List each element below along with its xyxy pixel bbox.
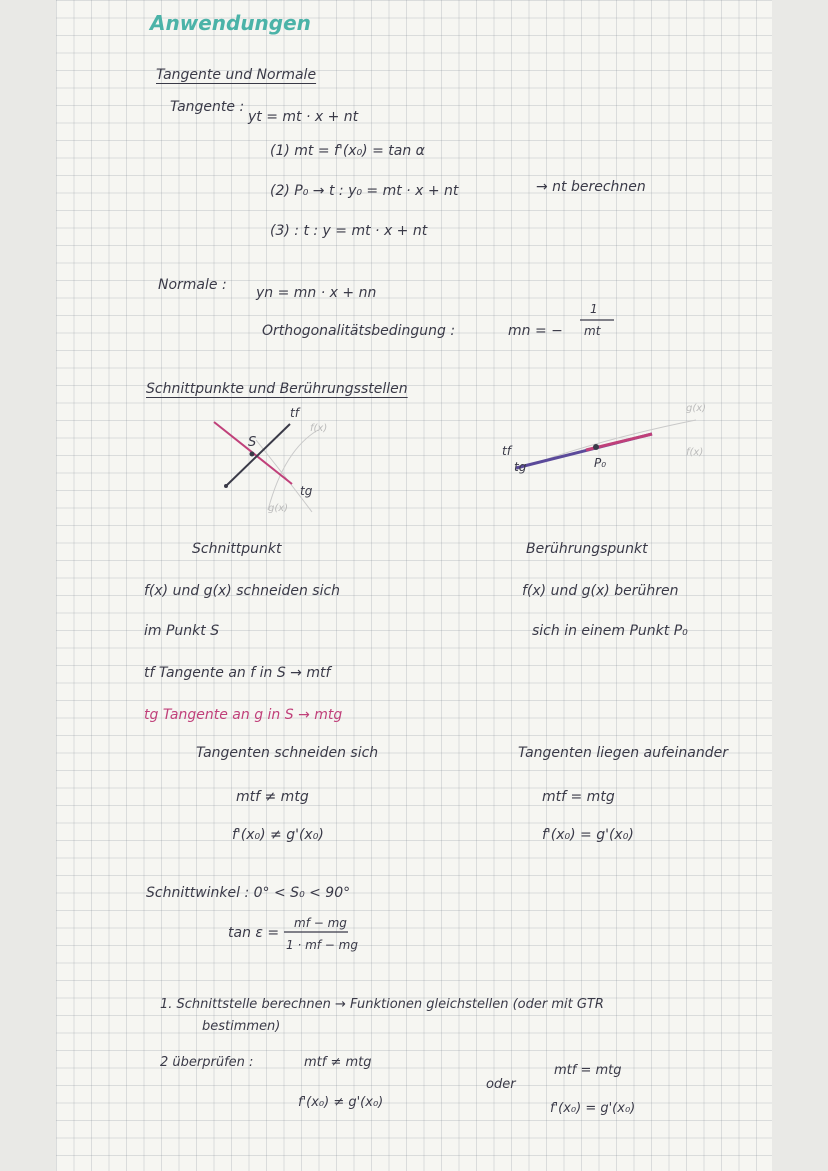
notebook-page bbox=[56, 0, 772, 1171]
step-3: (3) : t : y = mt · x + nt bbox=[270, 223, 428, 239]
left-sketch-tg: tg bbox=[300, 484, 313, 498]
left-sketch-fx: f(x) bbox=[310, 423, 328, 434]
step-2-note: → nt berechnen bbox=[536, 179, 646, 195]
steps-line-2-label: 2 überprüfen : bbox=[160, 1055, 254, 1070]
tangente-equation: yt = mt · x + nt bbox=[248, 109, 359, 125]
left-sketch-tf: tf bbox=[290, 406, 299, 420]
right-sketch-tf: tf bbox=[502, 444, 511, 458]
normale-equation: yn = mn · x + nn bbox=[256, 285, 377, 301]
left-line-1: f(x) und g(x) schneiden sich bbox=[144, 583, 341, 599]
tan-numerator: mf − mg bbox=[294, 916, 347, 930]
heading-tangente-normale: Tangente und Normale bbox=[156, 67, 317, 83]
right-line-5: Tangenten liegen aufeinander bbox=[518, 745, 729, 761]
heading-schnittpunkte: Schnittpunkte und Berührungsstellen bbox=[146, 381, 408, 397]
right-sketch-p0: P₀ bbox=[594, 456, 607, 470]
steps-right-2: f'(x₀) = g'(x₀) bbox=[550, 1101, 636, 1116]
left-line-4: tg Tangente an g in S → mtg bbox=[144, 707, 343, 723]
right-heading: Berührungspunkt bbox=[526, 541, 648, 557]
left-line-3: tf Tangente an f in S → mtf bbox=[144, 665, 331, 681]
right-line-1: f(x) und g(x) berühren bbox=[522, 583, 679, 599]
tangente-label: Tangente : bbox=[170, 99, 245, 115]
right-line-7: f'(x₀) = g'(x₀) bbox=[542, 827, 634, 843]
right-line-2: sich in einem Punkt P₀ bbox=[532, 623, 688, 639]
steps-line-1: 1. Schnittstelle berechnen → Funktionen gleichstellen (oder mit GTR bbox=[160, 997, 604, 1012]
step-1: (1) mt = f'(x₀) = tan α bbox=[270, 143, 425, 159]
ortho-label: Orthogonalitätsbedingung : bbox=[262, 323, 456, 339]
ortho-lhs: mn = − bbox=[508, 323, 563, 339]
steps-right-1: mtf = mtg bbox=[554, 1063, 622, 1078]
left-sketch-gx: g(x) bbox=[268, 503, 289, 514]
steps-left-2: f'(x₀) ≠ g'(x₀) bbox=[298, 1095, 384, 1110]
left-line-6: mtf ≠ mtg bbox=[236, 789, 309, 805]
tan-label: tan ε = bbox=[228, 925, 280, 941]
right-line-6: mtf = mtg bbox=[542, 789, 615, 805]
steps-oder: oder bbox=[486, 1077, 516, 1092]
steps-line-1b: bestimmen) bbox=[202, 1019, 281, 1034]
left-line-2: im Punkt S bbox=[144, 623, 220, 639]
ortho-denominator: mt bbox=[584, 324, 601, 338]
right-sketch-fx: f(x) bbox=[686, 447, 704, 458]
steps-left-1: mtf ≠ mtg bbox=[304, 1055, 372, 1070]
right-sketch-tg: tg bbox=[514, 460, 527, 474]
page-title: Anwendungen bbox=[150, 11, 311, 35]
ortho-numerator: 1 bbox=[590, 302, 598, 316]
left-line-7: f'(x₀) ≠ g'(x₀) bbox=[232, 827, 324, 843]
left-heading: Schnittpunkt bbox=[192, 541, 282, 557]
left-sketch-s: S bbox=[248, 435, 257, 450]
normale-label: Normale : bbox=[158, 277, 227, 293]
step-2: (2) P₀ → t : y₀ = mt · x + nt bbox=[270, 183, 459, 199]
tan-denominator: 1 · mf − mg bbox=[286, 938, 358, 952]
schnittwinkel-line: Schnittwinkel : 0° < S₀ < 90° bbox=[146, 885, 351, 901]
right-sketch-gx: g(x) bbox=[686, 403, 707, 414]
left-line-5: Tangenten schneiden sich bbox=[196, 745, 379, 761]
